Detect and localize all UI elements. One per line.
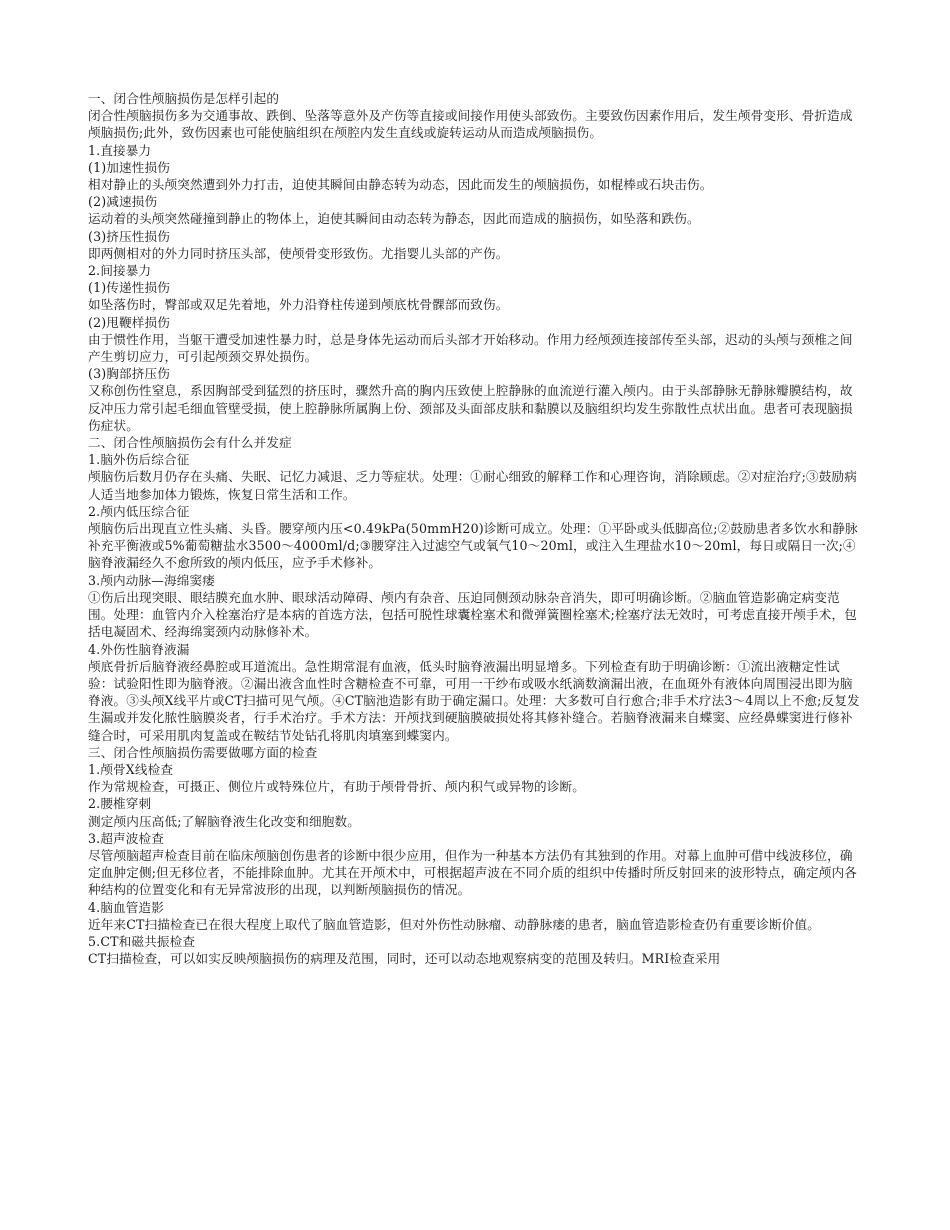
subheading: 1.颅骨X线检查 [88,761,174,777]
paragraph: 运动着的头颅突然碰撞到静止的物体上，迫使其瞬间由动态转为静态，因此而造成的脑损伤，如坠落和跌伤。 [88,211,700,227]
subheading: 3.颅内动脉—海绵窦瘘 [88,572,216,588]
subheading: 2.颅内低压综合征 [88,503,190,519]
paragraph: 相对静止的头颅突然遭到外力打击，迫使其瞬间由静态转为动态，因此而发生的颅脑损伤，如棍棒或石块击伤。 [88,177,713,193]
subheading: (1)传递性损伤 [88,280,171,296]
paragraph: 闭合性颅脑损伤多为交通事故、跌倒、坠落等意外及产伤等直接或间接作用使头部致伤。主要致伤因素作用后，发生颅骨变形、骨折造成颅脑损伤;此外，致伤因素也可能使脑组织在颅腔内发生直线或旋转运动从而造成颅脑损伤。 [88,108,853,141]
paragraph: 颅底骨折后脑脊液经鼻腔或耳道流出。急性期常混有血液，低头时脑脊液漏出明显增多。下列检查有助于明确诊断：①流出液糖定性试验：试验阳性即为脑脊液。②漏出液含血性时含糖检查不可靠，可用一干纱布或吸水纸滴数滴漏出液，在血斑外有液体向周围浸出即为脑脊液。③头颅X线平片或CT扫描可见气颅。④CT脑池造影有助于确定漏口。处理：大多数可自行愈合;非手术疗法3～4周以上不愈;反复发生漏或并发化脓性脑膜炎者，行手术治疗。手术方法：开颅找到硬脑膜破损处将其修补缝合。若脑脊液漏来自蝶窦、应经鼻蝶窦进行修补缝合时，可采用肌肉复盖或在鞍结节处钻孔将肌肉填塞到蝶窦内。 [88,658,860,743]
subheading: 1.脑外伤后综合征 [88,452,190,468]
paragraph: CT扫描检查，可以如实反映颅脑损伤的病理及范围，同时，还可以动态地观察病变的范围及转归。MRI检查采用 [88,951,721,967]
section-heading: 二、闭合性颅脑损伤会有什么并发症 [88,435,292,451]
paragraph: 由于惯性作用，当躯干遭受加速性暴力时，总是身体先运动而后头部才开始移动。作用力经颅颈连接部传至头部，迟动的头颅与颈椎之间产生剪切应力，可引起颅颈交界处损伤。 [88,331,853,365]
subheading: (2)甩鞭样损伤 [88,314,171,330]
paragraph: 尽管颅脑超声检查目前在临床颅脑创伤患者的诊断中很少应用，但作为一种基本方法仍有其独到的作用。对幕上血肿可借中线波移位，确定血肿定侧;但无移位者，不能排除血肿。尤其在开颅术中，可根据超声波在不同介质的组织中传播时所反射回来的波形特点，确定颅内各种结构的位置变化和有无异常波形的出现，以判断颅脑损伤的情况。 [88,847,858,898]
section-heading: 三、闭合性颅脑损伤需要做哪方面的检查 [88,744,318,760]
paragraph: 即两侧相对的外力同时挤压头部，使颅骨变形致伤。尤指婴儿头部的产伤。 [88,245,509,261]
paragraph: 又称创伤性窒息，系因胸部受到猛烈的挤压时，骤然升高的胸内压致使上腔静脉的血流逆行灌入颅内。由于头部静脉无静脉瓣膜结构，故反冲压力常引起毛细血管壁受损，使上腔静脉所属胸上份、颈部及头面部皮肤和黏膜以及脑组织均发生弥散性点状出血。患者可表现脑损伤症状。 [88,383,853,433]
subheading: (3)胸部挤压伤 [88,366,171,382]
subheading: 4.外伤性脑脊液漏 [88,641,190,657]
paragraph: 测定颅内压高低;了解脑脊液生化改变和细胞数。 [88,813,361,829]
subheading: 1.直接暴力 [88,142,152,158]
paragraph: 如坠落伤时，臀部或双足先着地，外力沿脊柱传递到颅底枕骨髁部而致伤。 [88,297,509,313]
paragraph: 近年来CT扫描检查已在很大程度上取代了脑血管造影，但对外伤性动脉瘤、动静脉瘘的患者，脑血管造影检查仍有重要诊断价值。 [88,916,820,932]
paragraph: ①伤后出现突眼、眼结膜充血水肿、眼球活动障碍、颅内有杂音、压迫同侧颈动脉杂音消失，即可明确诊断。②脑血管造影确定病变范围。处理：血管内介入栓塞治疗是本病的首选方法，包括可脱性球囊栓塞术和微弹簧圈栓塞术;栓塞疗法无效时，可考虑直接开颅手术，包括电凝固术、经海绵窦颈内动脉修补术。 [88,589,858,640]
subheading: 4.脑血管造影 [88,899,165,915]
document-body [88,90,863,967]
section-heading: 一、闭合性颅脑损伤是怎样引起的 [88,91,280,106]
subheading: 3.超声波检查 [88,830,165,846]
subheading: 2.腰椎穿刺 [88,796,152,812]
paragraph: 作为常规检查，可摄正、侧位片或特殊位片，有助于颅骨骨折、颅内积气或异物的诊断。 [88,779,586,795]
subheading: (2)减速损伤 [88,194,158,210]
subheading: (3)挤压性损伤 [88,228,171,244]
subheading: 2.间接暴力 [88,263,152,279]
paragraph: 颅脑伤后数月仍存在头痛、失眠、记忆力减退、乏力等症状。处理：①耐心细致的解释工作和心理咨询，消除顾虑。②对症治疗;③鼓励病人适当地参加体力锻炼，恢复日常生活和工作。 [88,469,858,502]
paragraph: 颅脑伤后出现直立性头痛、头昏。腰穿颅内压<0.49kPa(50mmH20)诊断可成立。处理：①平卧或头低脚高位;②鼓励患者多饮水和静脉补充平衡液或5%葡萄糖盐水3500～4000ml/d;③腰穿注入过滤空气或氧气10～20ml，或注入生理盐水10～20ml，每日或隔日一次;④脑脊液漏经久不愈所致的颅内低压，应予手术修补。 [88,521,858,571]
subheading: (1)加速性损伤 [88,159,171,175]
subheading: 5.CT和磁共振检查 [88,933,196,949]
